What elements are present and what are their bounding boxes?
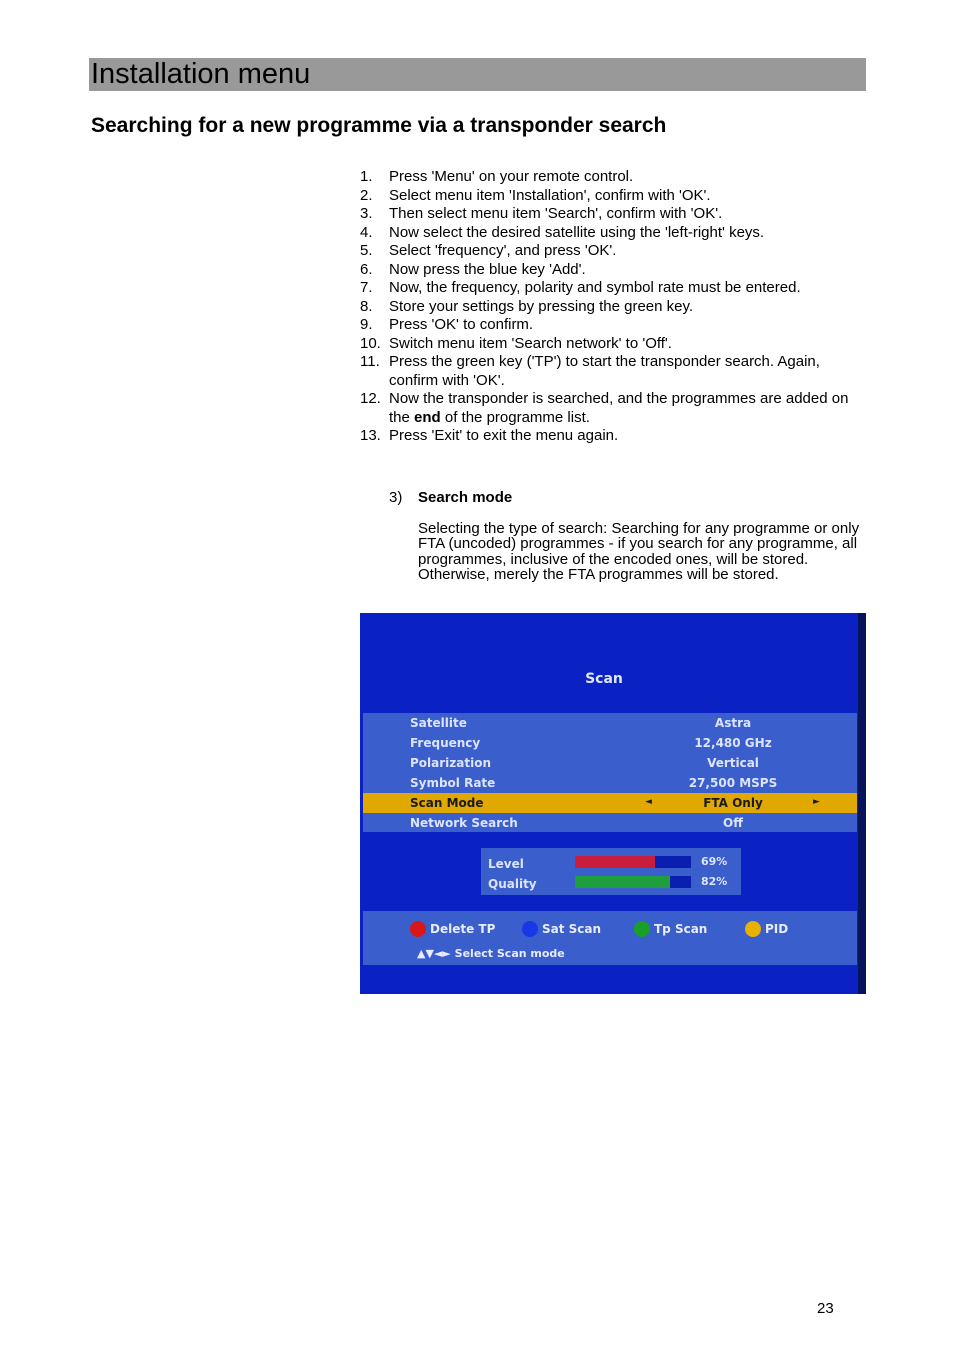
navigation-hint: ▲▼◄► Select Scan mode <box>417 947 565 960</box>
signal-panel <box>481 848 741 895</box>
list-item: 6. Now press the blue key 'Add'. <box>360 260 586 278</box>
arrow-left-icon[interactable]: ◄ <box>645 797 652 807</box>
list-item: 3. Then select menu item 'Search', confirm with 'OK'. <box>360 205 723 222</box>
list-item: 12. Now the transponder is searched, and the programmes are added on the end of the programme list. <box>360 390 849 426</box>
row-symbol-rate[interactable]: Symbol Rate 27,500 MSPS <box>410 776 778 790</box>
green-key-icon[interactable] <box>634 921 650 937</box>
subsection-title: Search mode <box>418 489 513 506</box>
list-item: 1. Press 'Menu' on your remote control. <box>360 168 634 185</box>
sat-scan-button[interactable]: Sat Scan <box>542 922 602 936</box>
level-label: Level <box>488 857 524 871</box>
row-scan-mode[interactable]: Scan Mode ◄ FTA Only ► <box>363 793 857 813</box>
blue-key-icon[interactable] <box>522 921 538 937</box>
quality-label: Quality <box>488 877 537 891</box>
subsection-description: Selecting the type of search: Searching for any programme or only FTA (uncoded) programmes - if you search for any programme, all programmes, inclusive of the encoded ones, will be stored. Otherwise, merely the FTA programmes will be stored. <box>418 520 860 583</box>
level-value: 69% <box>701 855 728 868</box>
screen-title: Scan <box>585 671 623 687</box>
red-key-icon[interactable] <box>410 921 426 937</box>
list-item: 4. Now select the desired satellite using the 'left-right' keys. <box>360 223 765 241</box>
settings-panel <box>363 713 857 832</box>
tp-scan-button[interactable]: Tp Scan <box>654 922 708 936</box>
row-polarization[interactable]: Polarization Vertical <box>410 756 759 770</box>
header-bar <box>89 58 866 91</box>
tv-screen <box>360 613 866 994</box>
list-item: 9. Press 'OK' to confirm. <box>360 316 534 333</box>
row-satellite[interactable]: Satellite Astra <box>410 716 752 730</box>
list-item: 7. Now, the frequency, polarity and symbol rate must be entered. <box>360 279 801 296</box>
list-item: 2. Select menu item 'Installation', confirm with 'OK'. <box>360 186 711 204</box>
pid-button[interactable]: PID <box>765 922 789 936</box>
screen-edge <box>858 613 866 994</box>
list-item: 8. Store your settings by pressing the green key. <box>360 297 694 315</box>
subsection-number: 3) <box>389 489 403 506</box>
level-bar <box>575 856 691 868</box>
quality-bar <box>575 876 691 888</box>
footer-panel <box>363 911 857 965</box>
yellow-key-icon[interactable] <box>745 921 761 937</box>
steps-list <box>360 168 870 446</box>
arrow-right-icon[interactable]: ► <box>813 797 820 807</box>
quality-value: 82% <box>701 875 728 888</box>
delete-tp-button[interactable]: Delete TP <box>430 922 496 936</box>
list-item: 11. Press the green key ('TP') to start the transponder search. Again, confirm with 'OK'. <box>360 353 820 389</box>
list-item: 13. Press 'Exit' to exit the menu again. <box>360 427 619 444</box>
section-title: Searching for a new programme via a transponder search <box>91 114 667 137</box>
list-item: 10. Switch menu item 'Search network' to 'Off'. <box>360 334 672 352</box>
list-item: 5. Select 'frequency', and press 'OK'. <box>360 242 617 259</box>
page-header-title: Installation menu <box>91 58 311 90</box>
row-network-search[interactable]: Network Search Off <box>410 816 743 830</box>
page-number: 23 <box>817 1300 834 1317</box>
row-frequency[interactable]: Frequency 12,480 GHz <box>410 736 772 750</box>
